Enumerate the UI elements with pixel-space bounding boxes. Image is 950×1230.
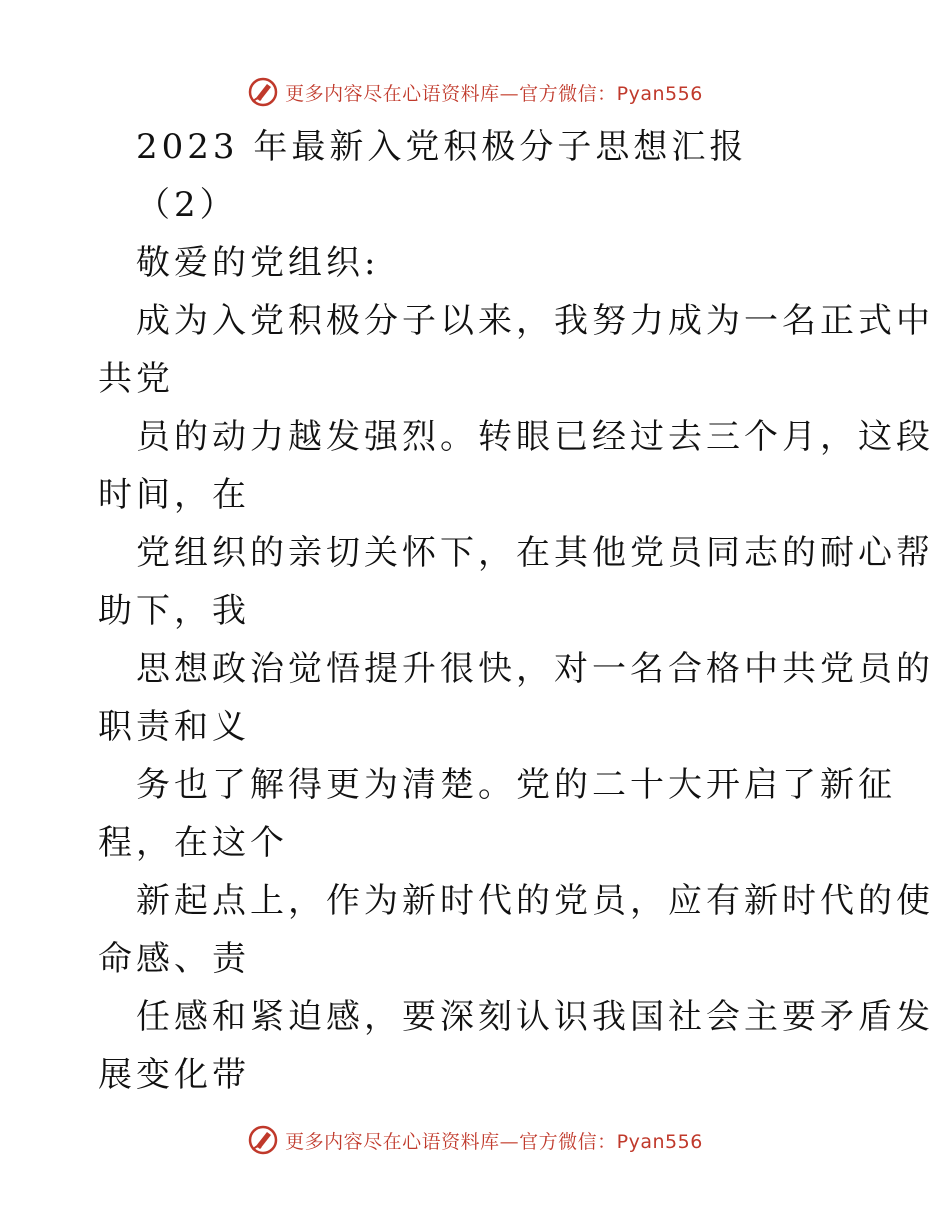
banner-dash: —: [499, 82, 520, 105]
text-line: 员的动力越发强烈。转眼已经过去三个月，这段: [136, 417, 934, 457]
text-line: 党组织的亲切关怀下，在其他党员同志的耐心帮: [136, 533, 934, 573]
text-line: （2）: [136, 185, 238, 225]
text-line: 命感、责: [98, 939, 250, 979]
text-line: 助下，我: [98, 591, 250, 631]
banner-text: 更多内容尽在心语资料库: [285, 82, 500, 105]
text-line: 2023 年最新入党积极分子思想汇报: [136, 127, 748, 167]
brand-logo-icon: [247, 76, 279, 108]
text-line: 展变化带: [98, 1055, 250, 1095]
brand-logo-icon: [247, 1124, 279, 1156]
text-line: 程，在这个: [98, 823, 288, 863]
text-line: 新起点上，作为新时代的党员，应有新时代的使: [136, 881, 934, 921]
footer-banner: [0, 1120, 950, 1160]
banner-text: 更多内容尽在心语资料库: [285, 1130, 500, 1153]
text-line: 务也了解得更为清楚。党的二十大开启了新征: [136, 765, 896, 805]
text-line: 任感和紧迫感，要深刻认识我国社会主要矛盾发: [136, 997, 934, 1037]
header-banner: [0, 72, 950, 112]
text-line: 思想政治觉悟提升很快，对一名合格中共党员的: [136, 649, 934, 689]
banner-dash: —: [499, 1130, 520, 1153]
text-line: 成为入党积极分子以来，我努力成为一名正式中: [136, 301, 934, 341]
banner-contact: 官方微信：Pyan556: [519, 82, 703, 105]
text-line: 共党: [98, 359, 174, 399]
banner-contact: 官方微信：Pyan556: [519, 1130, 703, 1153]
text-line: 时间，在: [98, 475, 250, 515]
text-line: 职责和义: [98, 707, 250, 747]
document-body: [98, 118, 934, 1104]
text-line: 敬爱的党组织:: [136, 243, 380, 283]
